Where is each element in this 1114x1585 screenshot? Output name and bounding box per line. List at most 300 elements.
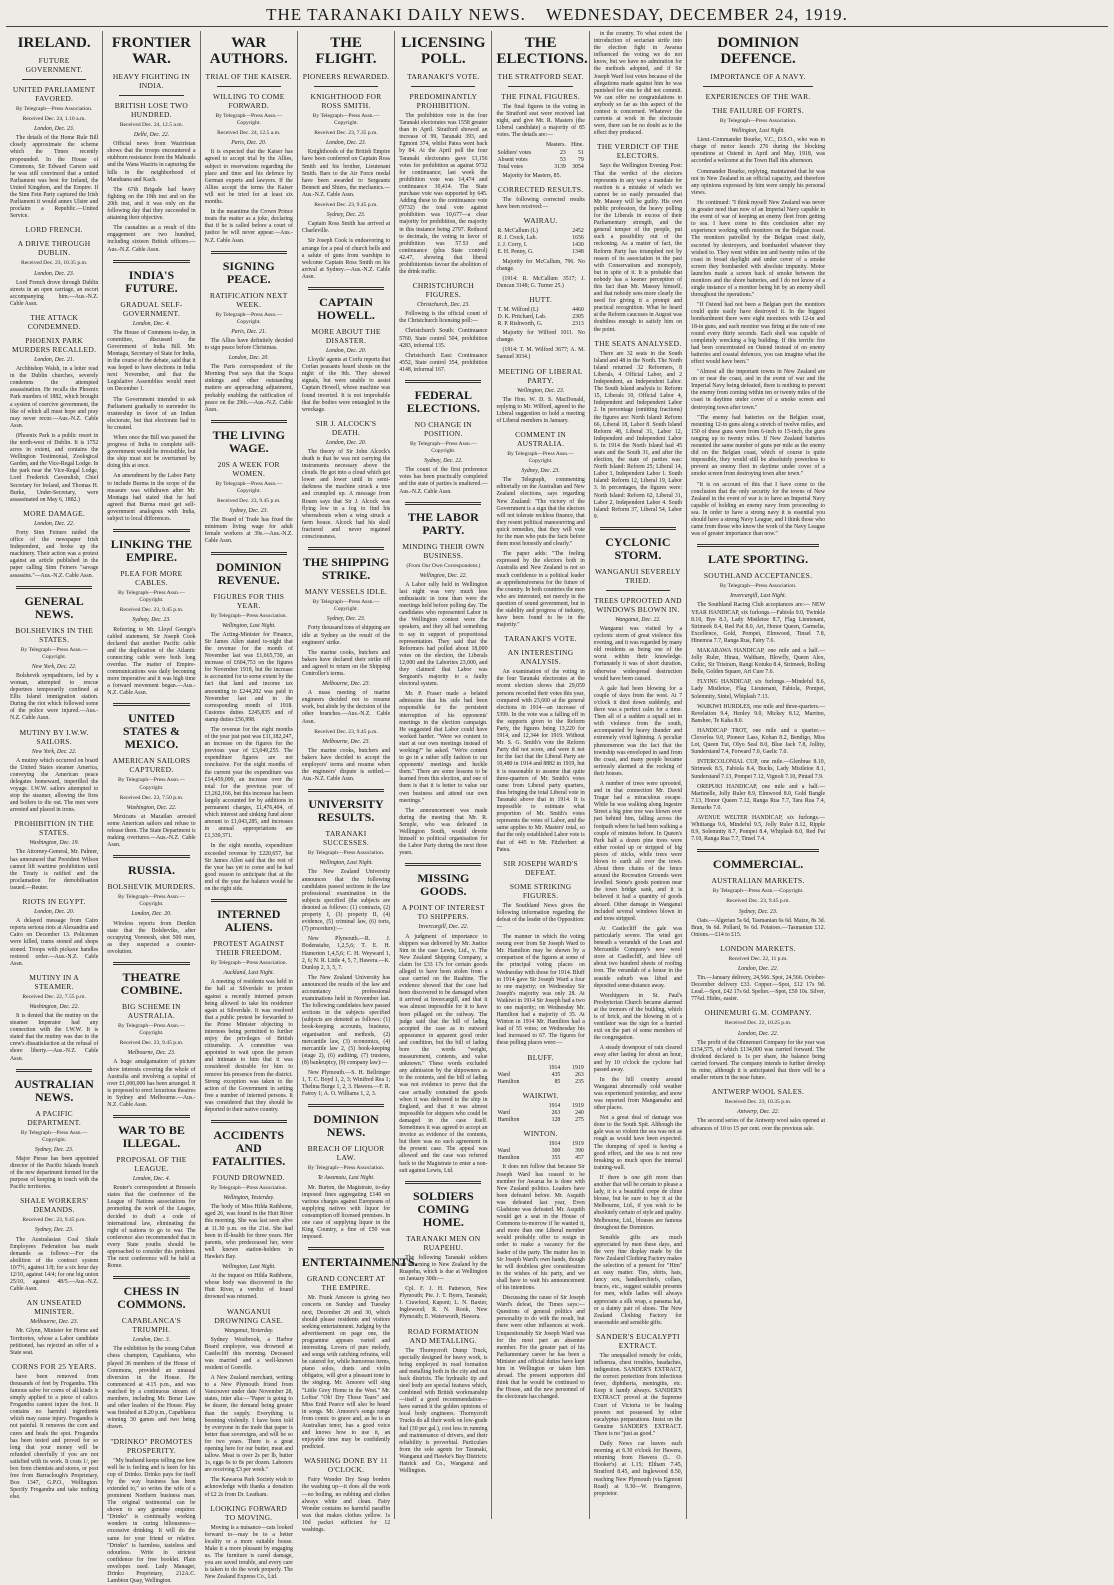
- column-war-authors: [201, 31, 298, 1519]
- wire-credit: Received Dec. 24, 12.5 a.m.: [107, 122, 195, 129]
- subheading: LORD FRENCH.: [10, 225, 98, 234]
- article-paragraph: Mexicans at Mazatlan arrested some American sailors and refuse to release them. The State Department is making overtures.—Aus.-N.Z. Cable Assn.: [107, 814, 195, 849]
- wire-credit: Received Dec. 22, 11 p.m.: [691, 956, 825, 963]
- article-paragraph: Majority for Wilford 1011. No change.: [496, 330, 584, 344]
- subheading: MANY VESSELS IDLE.: [302, 587, 390, 596]
- article-paragraph: It does not follow that because Sir Joseph Ward has ceased to be member for Awarua he is done with New Zealand politics. Leaders have been defeated before. Mr. Asquith was defeated last year, Even Gladstone was defeated. Mr. Asquith would get a seat in the House of Commons to-morrow if he wanted it, and more than one Liberal member would probably offer to resign in order to make a vacancy for the leader of the party. The matter lies in Sir Joseph Ward's own hands, though he will doubtless give consideration to the wishes of his party, and we shall have to wait his announcement of his intentions.: [496, 1164, 584, 1292]
- article-paragraph: Wireless reports from Denikin state that the Bolsheviks, after occupying Voronesh, shot 500 men, as they suspected a counter-revolution.: [107, 921, 195, 956]
- results-table-header: [496, 1103, 537, 1110]
- subheading: FUTURE GOVERNMENT.: [10, 56, 98, 74]
- article-paragraph: Bolshevik sympathisers, led by a woman, attempted to rescue deportees temporarily confined at Ellis Island immigration station. During the riot which followed some of the police were injured.—Aus.-N.Z. Cable Assn.: [10, 673, 98, 723]
- article-paragraph: If there is one gift more than another that will be certain to please a lady, it is a beautiful crepe de chine blouse, but be sure to buy it at the Melbourne, Ltd., if you wish to be absolutely certain of style and quality. Melbourne, Ltd., blouses are famous throughout the Dominion.: [594, 1175, 682, 1232]
- article-paragraph: Lloyds' agents at Corfu reports that Corfan peasants heard shouts on the night of the 9th. They showed signals, but were unable to assist Captain Howell, whose machine was found inverted. It is not improbable that the bodies were entangled in the wreckage.: [302, 357, 390, 414]
- masthead-title: THE TARANAKI DAILY NEWS.: [266, 4, 526, 26]
- dateline: Auckland, Last Night.: [205, 970, 293, 977]
- column-rule: [606, 590, 670, 591]
- article-paragraph: It is expected that the Kaiser has agreed to accept trial by the Allies, subject to reservations regarding the place and time and his defence by German experts and lawyers. If the Allies accept the terms the Kaiser will not be tried for at least six months.: [205, 149, 293, 206]
- dateline: Wanganui, Dec. 22.: [594, 617, 682, 624]
- subheading: RATIFICATION NEXT WEEK.: [205, 291, 293, 309]
- wire-credit: Received Dec. 24, 1.10 a.m.: [10, 116, 98, 123]
- dateline: London, Dec. 23.: [10, 271, 98, 278]
- subheading: TARANAKI'S VOTE.: [496, 634, 584, 643]
- article-paragraph: Discussing the cause of Sir Joseph Ward's defeat, the Times says:—Questions of general politics and personality to do with the result, but there were other influences at work. Unquestionably Sir Joseph Ward was for the most part an absentee member. For the greater part of his Parliamentary career he has been a Minister and official duties have kept him in Wellington or taken him abroad. The present supporters did think that he would be continued to the House, and the new personnel of the electorate has changed.: [496, 1295, 584, 1401]
- article-paragraph: The second series of the Antwerp wool sales opened at advances of 10 to 15 per cent. over the previous sale.: [691, 1118, 825, 1132]
- subheading: THE STRATFORD SEAT.: [496, 72, 584, 81]
- wire-credit: Received Dec. 23, 9.45 p.m.: [107, 1040, 195, 1047]
- section-headline: WAR TO BE ILLEGAL.: [107, 1124, 195, 1150]
- article-paragraph: At Castlecliff the gale was particularly severe. The wind got beneath a verandah of the Loan and Mercantile Company's new wool store at Castlecliff, and blew off about two hundred sheets of roofing iron. The verandah of a house in the seaside suburb was lifted and deposited some distance away.: [594, 926, 682, 990]
- article-paragraph: FLYING HANDICAP, six furlongs.—Mindeful 8.6, Lady Mistletoe, Flag Lieutenant, Fabiola, Pompei, Solemnity, Sintel, Whiplash 7.13.: [691, 679, 825, 700]
- subheading: GRADUAL SELF-GOVERNMENT.: [107, 300, 195, 318]
- dateline: Antwerp, Dec. 22.: [691, 1109, 825, 1116]
- dateline: Sydney, Dec. 23.: [107, 617, 195, 624]
- results-table: [496, 307, 584, 328]
- results-table-cell: 79: [567, 157, 585, 164]
- results-table-header: [496, 1065, 537, 1072]
- section-headline: UNIVERSITY RESULTS.: [302, 798, 390, 824]
- dateline: Wellington, Dec. 22.: [399, 573, 487, 580]
- section-headline: SIGNING PEACE.: [205, 260, 293, 286]
- results-table-cell: Hamilton: [496, 1079, 537, 1086]
- wire-credit: By Telegraph—Press Association.: [691, 118, 825, 125]
- results-table-cell: 3139: [540, 164, 567, 171]
- column-headline: WAR AUTHORS.: [205, 35, 293, 67]
- subheading: THE VERDICT OF THE ELECTORS.: [594, 142, 682, 160]
- article-paragraph: Tin.—January delivery, 24,566. Spot, 24,566. October-December delivery £33. Copper.—Spot, £12 17s 9d. Lead.—Spot, £42 17s 6d. Spelter.—Spot, £59 10s. Silver, 77¾d. Hides, easier.: [691, 975, 825, 1003]
- subheading: TREES UPROOTED AND WINDOWS BLOWN IN.: [594, 596, 682, 614]
- wire-credit: By Telegraph—Press Assn.—Copyright.: [107, 590, 195, 604]
- results-table-cell: 263: [538, 1110, 561, 1117]
- section-divider: [113, 529, 189, 532]
- article-paragraph: In the hill country around Wanganui abnormally cold weather was experienced yesterday, and snow was reported from Mangamahu and other places.: [594, 1077, 682, 1112]
- results-table-cell: 235: [561, 1079, 585, 1086]
- column-rule: [411, 86, 475, 87]
- wire-credit: Received Dec. 23, 9.45 p.m.: [205, 498, 293, 505]
- article-paragraph: Knighthoods of the British Empire have been conferred on Captain Ross Smith and his brother, Lieutenant Smith. Bars to the Air Force medal have been awarded to Sergeants Bennett and Shiers, the mechanics.—Aus.-N.Z. Cable Assn.: [302, 149, 390, 199]
- article-paragraph: The House of Commons to-day, in committee, discussed the Government of India Bill. Mr. Montagu, Secretary of State for India, in the course of the debate, said that it was hoped to have elections in India next November, and that the Legislative Assemblies would meet on December 1.: [107, 330, 195, 394]
- subheading: KNIGHTHOOD FOR ROSS SMITH.: [302, 92, 390, 110]
- section-divider: [405, 502, 481, 505]
- subheading: A POINT OF INTEREST TO SHIPPERS.: [399, 903, 487, 921]
- column-elections: [492, 31, 589, 1519]
- article-paragraph: The Kawaroa Park Society wish to acknowledge with thanks a donation of £2 2s from Dr. Leatham.: [205, 1477, 293, 1498]
- section-divider: [308, 1247, 384, 1250]
- subheading: WASHING DONE BY 11 O'CLOCK.: [302, 1456, 390, 1474]
- wire-credit: By Telegraph—Press Association.: [205, 613, 293, 620]
- article-paragraph: The Southland Racing Club acceptances are:— NEW YEAR HANDICAP, six furlongs.—Fabiola 9.0, Twinkle 8.10, Bye 8.3, Lady Mistletoe 8.7, Flag Lieutenant, Sirimeek 8.4, Red Pat 8.0, Art, Honor Queen, Carmelia, Excellence, Gold, Pompei, Elmwood, Tinsel 7.8, Hinemoa 7.7, Ranga Rua, Fairy 7.6.: [691, 602, 825, 645]
- dateline: Melbourne, Dec. 23.: [302, 739, 390, 746]
- article-paragraph: The exhibition by the young Cuban chess champion, Capablanca, who played 36 members of the House of Commons, provided an unusual diversion in the House. He commenced at 4.15 p.m., and was watched by a continuous stream of members, including Mr. Bonar Law and other leaders of the House. Play was finished at 8.20 p.m., Capablanca winning 30 games and two being drawn.: [107, 1346, 195, 1431]
- article-paragraph: A meeting of residents was held in the hall at Silverdale to protest against a recently interned person being allowed to take his residence again at Silverdale. It was resolved that a public protest be forwarded to the Prime Minister objecting to internees being permitted to further enjoy the privileges of British citizenship. A committee was appointed to wait upon the person and intimate to him that it was considered desirable for him to remove his presence from the district. Strong exception was taken to the action of the Government in setting free a number of interned persons. It was considered that they should be deported to their native country.: [205, 979, 293, 1114]
- article-paragraph: When once the Bill was passed the progress of India to complete self-government would be irresistible, but the ship must not be overturned by doing this at once.: [107, 435, 195, 470]
- article-paragraph: A gale had been blowing for a couple of days from the west. At 7 o'clock it died down suddenly, and there was a perfect calm for a time. Then all of a sudden a squall set in with violence from the south, accompanied by heavy thunder and extremely vivid lightning. A peculiar phenomenon was the fact that the township was enveloped in sand from the coast, and many people became seriously alarmed at the rocking of their houses.: [594, 686, 682, 778]
- column-continuation: [590, 31, 687, 1519]
- section-divider: [308, 287, 384, 290]
- dateline: Sydney, Dec. 23.: [10, 1147, 98, 1154]
- column-headline: LICENSING POLL.: [399, 35, 487, 67]
- wire-credit: By Telegraph—Press Assn.—Copyright.: [205, 312, 293, 326]
- article-paragraph: Fairy Wonder Dry Soap borders the washing up—it does all the work—no boiling, no rubbing and clothes always white and clean. Fairy Wonder contains no harmful paraffin wax that makes clothes yellow. 1s 10d packet sufficient for 12 washings.: [302, 1477, 390, 1534]
- results-table-cell: R. P. Rishworth, G.: [496, 321, 566, 328]
- dateline: Delhi, Dec. 22.: [107, 132, 195, 139]
- article-paragraph: OREPUKI HANDICAP, one mile and a half.—Martinelle, Jolly Ruler 8.9, Elmwood 8.0, Gold Bangle 7.13, Honor Queen 7.12, Ranga Rua 7.7, Tara Rua 7.4, Remarks 7.0.: [691, 784, 825, 812]
- results-table-cell: Ward: [496, 1110, 537, 1117]
- dateline: London, Dec. 20.: [10, 909, 98, 916]
- subheading: BLUFF.: [496, 1053, 584, 1062]
- subheading: PLEA FOR MORE CABLES.: [107, 569, 195, 587]
- dateline: London, Dec. 22.: [10, 521, 98, 528]
- article-paragraph: Official news from Waziristan shows that the troops encountered a stubborn resistance from the Mahsuds and the Wana Waziris in capturing the hills in the neighborhood of Manduana and Kach.: [107, 141, 195, 184]
- article-paragraph: A Labor rally held in Wellington last night was very much less enthusiastic in tone than were the meetings held before polling day. The candidates who represented Labor in the Wellington contest were the speakers, and they all had something to say in support of proportional representation. They said that the Reformers had polled about 18,000 votes on the election, the Liberals 12,000 and the Laborites 23,000, and they claimed that Labor was Sergeant's majority to a faulty electoral system.: [399, 582, 487, 688]
- article-paragraph: It is denied that the mutiny on the steamer Imperator had any connection with the I.W.W. It is stated that the mutiny was due to the crew's dissatisfaction at the refusal of shore liberty.—Aus.-N.Z. Cable Assn.: [10, 1013, 98, 1063]
- subheading: THE FAILURE OF FORTS.: [691, 106, 825, 115]
- subheading: GRAND CONCERT AT THE EMPIRE.: [302, 1274, 390, 1292]
- article-paragraph: A New Zealand merchant, writing to a New Plymouth friend from Vancouver under date November 28, states, inter alia:—"Paper is going to be dearer, the demand being greater than the supply. Everything is booming violently. I have been told by everyone in the trade that paper is better than sovereigns, and will be so for two years. There is a great opening here for our butter, meat and tallow. Meat is over 2s per lb, butter 1s, eggs 6s to 8s per dozen. Laborers are receiving £3 per week.": [205, 1375, 293, 1474]
- subheading: WINTON.: [496, 1129, 584, 1138]
- article-paragraph: Forty thousand tons of shipping are idle at Sydney as the result of the engineers' strike.: [302, 625, 390, 646]
- article-paragraph: He continued: "I think myself New Zealand was never in greater need than now of an Imperial Navy capable in the event of war of keeping an enemy fleet from getting to sea. I have come to this conclusion after my experience working with monitors on the Belgian coast. The monitors patrolled by the Belgian coast daily, escorted by destroyers, and bombarded whatever they wished to. They went within ten and twenty miles of the coast in broad daylight and under cover of a smoke screen they bombarded with absolute impunity. Motor launches made a screen back of smoke between the monitors and the shore batteries, and I do not know of a single instance of a monitor being hit by an enemy shell throughout the operations.": [691, 200, 825, 299]
- dateline: Washington, Dec. 22.: [107, 805, 195, 812]
- article-paragraph: Moving is a nuisance—cats looked forward to—may be to a better locality or a more suitable house. Make it a more pleasant by engaging us. The furniture is cared damage, you are saved trouble, and every care is taken to do the work properly. The New Zealand Express Co., Ltd.: [205, 1525, 293, 1582]
- article-paragraph: Forty Sinn Feiners raided the office of the newspaper Irish Independent, and broke up the machinery. Their action was a protest against an article published in the paper calling Sinn Feiners "savage assassins."—Aus.-N.Z. Cable Assn.: [10, 530, 98, 580]
- article-paragraph: WAIKIWI HURDLES, one mile and three-quarters.—Revelation 9.4, Henley 9.0, Mickey 8.12, Marrino, Banshee, Te Kaha 8.0.: [691, 704, 825, 725]
- results-table-cell: 457: [561, 1155, 585, 1162]
- article-paragraph: The 67th Brigade had heavy fighting on the 19th inst and on the 20th inst, and it was only on the following day that they succeeded in attaining their objective.: [107, 187, 195, 222]
- section-divider: [113, 703, 189, 706]
- article-paragraph: Following is the official count of the Christchurch licensing poll:—: [399, 311, 487, 325]
- article-paragraph: An examination of the voting in the four Taranaki electorates at the recent election shows that 29,059 persons recorded their votes this year, compared with 23,660 at the general elections in 1914—an increase of 5399. In the vote was a falling off in the supports given to the Reform Party, the figures being 13,220 for 1914, and 12,344 for 1919. Without Mr. S. G. Smith's vote the Reform Party did not score, and were it not for the fact that the Liberal Party ate 10,480 in 1914 and 8882 in 1919, but it is reasonable to assume that quite three-quarters of Mr. Smith's votes came from Liberal party quarters, thus bringing the total Liberal vote in Taranaki above that in 1914. It is impossible to estimate what proportion of Mr. Smith's votes represents the votes of Labor, and the same applies to Mr. Masters' total, so that the only established Labor vote is that of 445 to Mr. Fitzherbert at Patea.: [496, 669, 584, 853]
- dateline: Wanganui, Yesterday.: [205, 1328, 293, 1335]
- article-paragraph: Lieut.-Commander Bourke, V.C., D.S.O., who was in charge of motor launch 276 during the blocking operations at Ostend in April and May, 1918, was accorded a welcome at the Town Hall this afternoon.: [691, 137, 825, 165]
- results-table-cell: Hamilton: [496, 1155, 537, 1162]
- results-table-row: [496, 157, 584, 164]
- section-headline: RUSSIA.: [107, 864, 195, 877]
- subheading: RIOTS IN EGYPT.: [10, 897, 98, 906]
- dateline: Melbourne, Dec. 23.: [302, 681, 390, 688]
- article-paragraph: MAKARAWA HANDICAP, one mile and a half.—Jolly Ruler, Hinau, Waltham, Blowfly, Queen Alex, Celtic, Sir Tristram, Rangi Kotuku 8.4, Sirimeek, Rolling Belle, Golden Square, Art Cure 7.6.: [691, 648, 825, 676]
- subheading: AUSTRALIAN MARKETS.: [691, 876, 825, 885]
- wire-credit: Received Dec. 23, 9.45 p.m.: [691, 898, 825, 905]
- subheading: "DRINKO" PROMOTES PROSPERITY.: [107, 1437, 195, 1455]
- dateline: Invercargill, Dec. 22.: [399, 924, 487, 931]
- article-paragraph: The paper adds: "The feeling expressed by the electors both in Australia and New Zealand is not so much confidence in a political leader as apprehensiveness for the future of the country. In both countries the men who are interested, not merely in the question of sound government, but in the stability and progress of industry, have been found to be in the majority.": [496, 551, 584, 629]
- subheading: TRIAL OF THE KAISER.: [205, 72, 293, 81]
- subheading: ANTWERP WOOL SALES.: [691, 1087, 825, 1096]
- article-paragraph: Says the Wellington Evening Post: That the verdict of the electors represents in any way a mandate for reaction is a mistake of which we cannot be so easily persuaded that Mr. Massey will be guilty. His own public profession, the heavy polling for the Liberals in excess of their Parliamentary strength, and the general temper of the people, put such a possibility out of the reckoning. As a matter of fact, the Reform Party has triumphed not by reason of its association in the past with Conservatism and monopoly, but in spite of it. It is probable that nobody has a keener perception of this fact than Mr. Massey himself, and that nobody sees more clearly the need for giving it a prompt and practical recognition. What he heard at the Reform caucuses in August was doubtless enough to satisfy him on the point.: [594, 163, 682, 333]
- column-rule: [703, 86, 813, 87]
- column-the-flight: [298, 31, 395, 1519]
- article-paragraph: Worshippers in St. Paul's Presbyterian Church became alarmed at the tremors of the building, which is of brick, and the blowing in of a ventilator was the sign for a hurried exit on the part of some members of the congregation.: [594, 993, 682, 1043]
- subheading: PROHIBITION IN THE STATES.: [10, 819, 98, 837]
- subheading: TARANAKI'S VOTE.: [399, 72, 487, 81]
- results-table-header: 1919: [561, 1103, 585, 1110]
- section-headline: SOLDIERS COMING HOME.: [399, 1190, 487, 1229]
- column-ireland: [6, 31, 103, 1519]
- wire-credit: By Telegraph—Press Assn.—Copyright.: [302, 599, 390, 613]
- results-table-cell: Total votes: [496, 164, 540, 171]
- article-paragraph: The Attorney-General, Mr. Palmer, has announced that President Wilson cannot lift wartime prohibition until the Treaty is ratified and the proclamation for demobilisation issued.—Reuter.: [10, 849, 98, 892]
- article-paragraph: The New Zealand University announces that the following candidates passed sections in the law professional examination in the subjects specified (the subjects are denoted as follows: (1) contracts, (2) property I, (3) property II, (4) evidence, (5) criminal law, (6) torts, (7) procedure):—: [302, 869, 390, 933]
- subheading: WANGANUI DROWNING CASE.: [205, 1307, 293, 1325]
- results-table-cell: R. J. Crock, Lab.: [496, 235, 563, 242]
- subheading: THE ATTACK CONDEMNED.: [10, 313, 98, 331]
- article-paragraph: The marine cooks, butchers and bakers have declared their strike off and agreed to return on the Shipping Controller's terms.: [302, 650, 390, 678]
- results-table-cell: 2305: [566, 314, 585, 321]
- wire-credit: By Telegraph—Press Assn.—Copyright.: [107, 894, 195, 908]
- results-table: [496, 1065, 584, 1086]
- article-paragraph: A mass meeting of marine engineers decided not to resume work, but abide by the decision of the other branches.—Aus.-N.Z. Cable Assn.: [302, 690, 390, 725]
- results-table-cell: 1348: [563, 249, 584, 256]
- results-table-cell: Absent votes: [496, 157, 540, 164]
- subheading: TARANAKI MEN ON RUAPEHU.: [399, 1234, 487, 1252]
- subheading: BREACH OF LIQUOR LAW.: [302, 1144, 390, 1162]
- results-table-cell: 23: [540, 150, 567, 157]
- article-paragraph: A steady downpour of rain cleared away after lasting for about an hour, and by 10 o'clock the cyclone had passed away.: [594, 1045, 682, 1073]
- results-table-cell: 2452: [563, 228, 584, 235]
- subheading: PIONEERS REWARDED.: [302, 72, 390, 81]
- dateline: Te Awamutu, Last Night.: [302, 1175, 390, 1182]
- dateline: Sydney, Dec. 23.: [205, 508, 293, 515]
- article-paragraph: (Phoenix Park is a public resort in the north-west of Dublin. It is 1752 acres in extent, and contains the Wellington Testimonial, Zoological Garden, and the Vice-Regal Lodge. In the park near the Vice-Regal Lodge, Lord Frederick Cavendish, Chief Secretary for Ireland, and Thomas H. Burke, Under-Secretary, were assassinated on May 6, 1882.): [10, 433, 98, 504]
- results-table-cell: 390: [561, 1148, 585, 1155]
- dateline: London, Dec. 21.: [10, 357, 98, 364]
- subheading: IMPORTANCE OF A NAVY.: [691, 72, 825, 81]
- results-table-row: [496, 307, 584, 314]
- dateline: London, Dec. 20.: [302, 440, 390, 447]
- subheading: ROAD FORMATION AND METALLING.: [399, 1327, 487, 1345]
- section-headline: ACCIDENTS AND FATALITIES.: [205, 1129, 293, 1168]
- section-divider: [697, 544, 819, 547]
- wire-credit: By Telegraph—Press Assn.—Copyright.: [107, 777, 195, 791]
- dateline: Sydney, Dec. 23.: [496, 468, 584, 475]
- article-paragraph: The manner in which the voting swung over from Sir Joseph Ward to Mr. Hamilton may be shown by a comparison of the figures at some of the principal voting places on Wednesday with those for 1914. Bluff in 1914 gave Sir Joseph Ward a four to one majority; on Wednesday Sir Joseph's majority was only 28. At Waikiwi in 1914 Sir Joseph had a two to one majority; on Wednesday Mr. Hamilton had a majority of 35. At Winton in 1914 Mr. Hamilton had a lead of 55 votes; on Wednesday his lead increased to 67. The figures for these polling places were:—: [496, 934, 584, 1048]
- section-headline: DOMINION REVENUE.: [205, 561, 293, 587]
- section-divider: [211, 251, 287, 254]
- column-rule: [22, 79, 86, 80]
- article-paragraph: Christchurch East: Continuance 4552, State control 354, prohibition 4148, informal 167.: [399, 353, 487, 374]
- results-table-cell: E. H. Penny, G.: [496, 249, 563, 256]
- subheading: CORRECTED RESULTS.: [496, 185, 584, 194]
- article-paragraph: (1914: R. McCallum 3517; J. Duncan 3148; G. Turner 25.): [496, 276, 584, 290]
- column-frontier-war: [103, 31, 200, 1519]
- article-paragraph: "Almost all the important towns in New Zealand are on or near the coast, and in the event of war and the Imperial Navy being defeated, there is nothing to prevent the enemy from coming within ten or twenty miles of the coast in daytime under cover of a smoke screen and destroying town after town.": [691, 369, 825, 412]
- column-rule: [217, 86, 281, 87]
- column-headline: THE ELECTIONS.: [496, 35, 584, 67]
- section-divider: [211, 552, 287, 555]
- article-paragraph: A number of trees were uprooted, and in that connection Mr. David Tragar had a miraculous escape. While he was walking along Ingestre Street a big pine tree was blown over just behind him, falling across the footpath where he had been walking a couple of minutes before. In Queen's Park half a dozen pine trees were either rooted up or stripped of big pieces of sticks, while trees were blown to earth all over the town. About three chains of the fence around the Recreation Grounds were levelled. Some's goods pontoon near the town bridge sank, and it is believed it had a quantity of goods aboard. Other damage in Wanganui included several windows blown in and trees stripped.: [594, 781, 682, 923]
- article-paragraph: Captain Ross Smith has arrived at Charleville.: [302, 221, 390, 235]
- subheading: FIGURES FOR THIS YEAR.: [205, 592, 293, 610]
- results-table-row: [496, 1155, 584, 1162]
- results-table-row: [496, 1079, 584, 1086]
- section-divider: [405, 1181, 481, 1184]
- article-paragraph: The count of the first preference votes has been practically completed and the state of parties is unaltered.—Aus.-N.Z. Cable Assn.: [399, 467, 487, 495]
- section-divider: [308, 1104, 384, 1107]
- dateline: London, Dec. 23.: [10, 126, 98, 133]
- section-divider: [113, 260, 189, 263]
- subheading: WAIRAU.: [496, 216, 584, 225]
- results-table-cell: J. J. Corry, I.: [496, 242, 563, 249]
- subheading: PROPOSAL OF THE LEAGUE.: [107, 1155, 195, 1173]
- dateline: London, Dec. 23.: [302, 140, 390, 147]
- results-table-header: Hine.: [567, 142, 585, 149]
- dateline: Sydney, Dec. 22.: [399, 458, 487, 465]
- wire-credit: Received Dec. 22, 10.25 p.m.: [691, 1020, 825, 1027]
- section-headline: THE LABOR PARTY.: [399, 511, 487, 537]
- section-headline: LATE SPORTING.: [691, 553, 825, 566]
- section-headline: CAPTAIN HOWELL.: [302, 296, 390, 322]
- dateline: Sydney, Dec. 23.: [10, 1227, 98, 1234]
- section-divider: [113, 1276, 189, 1279]
- subheading: FOUND DROWNED.: [205, 1173, 293, 1182]
- dateline: Sydney, Dec. 23.: [302, 212, 390, 219]
- article-paragraph: An amendment by the Labor Party to include Burma in the scope of the measure was withdrawn after Mr. Montagu had stated that he had agreed that Burma must get self-government analogous with India, subject to local differences.: [107, 473, 195, 523]
- article-paragraph: The Acting-Minister for Finance, Sir James Allen stated to-night that the revenue for the month of November last was £1,665,730, an increase of £604,753 on the figures for November 1918, but the increase is accounted for to some extent by the fact that land and income tax amounting to £244,202 was paid in November last and in the corresponding month of 1918. Customs duties £245,835 and of stamp duties £56,998.: [205, 632, 293, 724]
- wire-credit: By Telegraph—Press Assn.—Copyright.: [10, 647, 98, 661]
- subheading: LOOKING FORWARD TO MOVING.: [205, 1504, 293, 1522]
- results-table-row: [496, 242, 584, 249]
- dateline: Paris, Dec. 20.: [205, 140, 293, 147]
- article-paragraph: The profit of the Ohinemuri Company for the year was £154,575, of which £134,000 was carried forward. The dividend declared is 1s per share, the balance being carried forward. The company intends to further develop its mine, although it is anticipated that there will be a smaller return in the near future.: [691, 1040, 825, 1083]
- section-headline: GENERAL NEWS.: [10, 595, 98, 621]
- dateline: Wellington, Yesterday.: [205, 1195, 293, 1202]
- article-paragraph: The Paris correspondent of the Morning Post says that the Scapa sinkings and other outstanding matters are approaching adjustment, probably enabling the ratification of peace on the 29th.—Aus.-N.Z. Cable Assn.: [205, 364, 293, 414]
- results-table: [496, 1141, 584, 1162]
- results-table-header: 1919: [561, 1065, 585, 1072]
- article-paragraph: Commander Bourke, replying, maintained that he was not in New Zealand in an official capacity, and therefore any opinions expressed by him were simply his personal views.: [691, 169, 825, 197]
- article-paragraph: The body of Miss Hilda Rathbone, aged 26, was found in the Hutt River this morning. She was last seen alive at 11.30 p.m. on the 21st. She had been in ill-health for three years. Her parents, who predeceased her, were well known station-holders in Hawke's Bay.: [205, 1204, 293, 1261]
- wire-credit: Received Dec. 23, 7.50 p.m.: [107, 795, 195, 802]
- results-table-cell: 435: [538, 1072, 561, 1079]
- results-table-cell: D. K. Pritchard, Lab.: [496, 314, 566, 321]
- subheading: THE FINAL FIGURES.: [496, 92, 584, 101]
- section-headline: THE SHIPPING STRIKE.: [302, 556, 390, 582]
- subheading: MUTINY IN A STEAMER.: [10, 973, 98, 991]
- article-paragraph: Majority for Masters, 85.: [496, 173, 584, 180]
- article-paragraph: New Plymouth.—R. J. Bodenstabe, 1,2,5,6; T. E. H. Hamerton 1,4,5,6; C. H. Weyward 1, 2, 6; N. R. Little 4, 5, 7, Hawera.—K. Dunlop 2, 3, 5, 7.: [302, 936, 390, 971]
- wire-credit: By Telegraph—Press Assn.—Copyright.: [691, 888, 825, 895]
- wire-credit: Received Dec. 23, 10.35 p.m.: [691, 1099, 825, 1106]
- section-headline: THEATRE COMBINE.: [107, 971, 195, 997]
- masthead-date: WEDNESDAY, DECEMBER 24, 1919.: [546, 4, 848, 26]
- subheading: SANDER'S EUCALYPTI EXTRACT.: [594, 1332, 682, 1350]
- results-table-cell: 1430: [563, 242, 584, 249]
- dateline: Paris, Dec. 21.: [205, 329, 293, 336]
- section-headline: CHESS IN COMMONS.: [107, 1285, 195, 1311]
- wire-credit: By Telegraph—Press Assn.—Copyright.: [205, 113, 293, 127]
- dateline: Melbourne, Dec. 23.: [10, 1319, 98, 1326]
- article-paragraph: The marine cooks, butchers and bakers have decided to accept the employers' terms and resume when the engineers' dispute is settled.—Aus.-N.Z. Cable Assn.: [302, 748, 390, 783]
- article-paragraph: Mr. Glynn, Minister for Home and Territories, whose a Labor candidate petitioned, has rejected an offer of a State seat.: [10, 1328, 98, 1356]
- wire-credit: Received Dec. 22, 7.55 p.m.: [10, 994, 98, 1001]
- subheading: PROTEST AGAINST THEIR FREEDOM.: [205, 939, 293, 957]
- article-paragraph: The Thornycroft Dump Truck, specially designed for heavy work, is being employed in road formation and metalling both in the city and out back districts. The hydraulic tip and steel body are special features which, combined with British workmanship—itself a good recommendation—have earned it the golden opinions of local body engineers. Thornycroft Trucks do all their work on low-grade fuel (30 per gal.), cost less in running and maintenance of drivers, and their reliability is proverbial. Particulars from the sole agents for Taranaki, Wanganui and Hawke's Bay Districts: Hatrick and Co., Wanganui and Wellington.: [399, 1348, 487, 1476]
- article-paragraph: INTERCOLONIAL CUP, one mile.—Glenbrae 8.10, Sirimeek 8.5, Fabiola 8.4, Bucks, Lady Mistletoe 8.1, Sunderstand 7.13, Pompei 7.12, Vignoli 7.10, Pintail 7.9.: [691, 759, 825, 780]
- wire-credit: By Telegraph—Press Association.: [691, 583, 825, 590]
- article-paragraph: Majority for McCallum, 796. No change.: [496, 259, 584, 273]
- article-paragraph: Mr. Burton, the Magistrate, to-day imposed fines aggregating £140 on various charges against Europeans of supplying natives with liquor for consumption off licensed premises. In one case of supplying liquor in the King Country, a fine of £50 was imposed.: [302, 1185, 390, 1242]
- results-table-row: [496, 314, 584, 321]
- article-paragraph: The final figures in the voting in the Stratford seat were received last night, and give Mr. R. Masters (the Liberal candidate) a majority of 85 votes. The details are:—: [496, 104, 584, 139]
- subheading: HEAVY FIGHTING IN INDIA.: [107, 72, 195, 90]
- article-paragraph: The New Zealand University has announced the results of the law and accountancy professional examinations held in November last. The following candidates have passed sections in the subjects specified (subjects are denoted as follows: (1) book-keeping accounts, business, organisation and methods, (2) mercantile law, (3) economics, (4) mercantile law 2, (5) book-keeping (stage 2), (6) auditing, (7) trustees, (8) bankruptcy, (9) company law):—: [302, 975, 390, 1067]
- dateline: Wellington, Dec. 23.: [496, 388, 584, 395]
- wire-credit: Received Dec. 23, 9.45 p.m.: [302, 202, 390, 209]
- dateline: Sydney, Dec. 23.: [302, 616, 390, 623]
- section-headline: LINKING THE EMPIRE.: [107, 538, 195, 564]
- subheading: NO CHANGE IN POSITION.: [399, 420, 487, 438]
- subheading: WAIKIWI.: [496, 1091, 584, 1100]
- results-table-cell: 263: [561, 1072, 585, 1079]
- masthead: [6, 4, 1108, 27]
- article-paragraph: AVENUE WELTER HANDICAP, six furlongs.—Whitianga 9.6, Mindeful 9.5, Jolly Ruler 8.12, Ripple 8.9, Solemnity 8.7, Pompei 8.4, Whiplash 8.0, Red Pat 7.10, Ranga Rua 7.7, Tinsel 7.4.: [691, 815, 825, 843]
- wire-credit: By Telegraph—Press Assn.—Copyright.: [205, 481, 293, 495]
- wire-credit: Received Dec. 23, 10.35 p.m.: [10, 260, 98, 267]
- article-paragraph: In the eight months, expenditure exceeded revenue by £220,657, but Sir James Allen said that the rest of the year has yet to come and he had good reason to anticipate that at the end of the year the balance would be on the right side.: [205, 843, 293, 893]
- article-paragraph: Referring to Mr. Lloyd George's cabled statement, Sir Joseph Cook declared that another Pacific cable and the duplication of the Atlantic connecting cable were both long overdue. The matter of Empire-communications was daily becoming more imperative and it was high time a forward movement began.—Aus.-N.Z. Cable Assn.: [107, 627, 195, 698]
- section-headline: CYCLONIC STORM.: [594, 536, 682, 562]
- article-paragraph: The casualties as a result of this engagement are two hundred, including sixteen British officers.—Aus.-N.Z. Cable Assn.: [107, 225, 195, 253]
- article-paragraph: "It is on account of this that I have come to the conclusion that the only security for the towns of New Zealand in the event of war is to have an Imperial Navy capable of holding an enemy navy from proceeding to sea. In order to have a strong navy it is essential you should have a strong Navy League, and I think those who came from those who know the work of the Navy League was of greater importance than now.": [691, 482, 825, 539]
- results-table-row: [496, 164, 584, 171]
- dateline: New York, Dec. 22.: [10, 664, 98, 671]
- dateline: Wellington, Last Night.: [205, 1264, 293, 1271]
- article-paragraph: The unequalled remedy for colds, influenza, chest troubles, headaches, indigestion. SANDER'S EXTRACT, the correct protection from infectious fever, diphtheria, meningitis, etc. Keep it handy always. SANDER'S EXTRACT proved at the Supreme Court of Victoria to be healing powers not possessed by other eucalyptus preparations. Insist on the Genuine SANDER'S EXTRACT. There is no "just as good.": [594, 1353, 682, 1438]
- subheading: SOME STRIKING FIGURES.: [496, 882, 584, 900]
- subheading: SOUTHLAND ACCEPTANCES.: [691, 571, 825, 580]
- subheading: CORNS FOR 25 YEARS.: [10, 1362, 98, 1371]
- subheading: BOLSHEVIK MURDERS.: [107, 882, 195, 891]
- section-divider: [308, 789, 384, 792]
- article-paragraph: The Southland News gives the following information regarding the defeat of the leader of the Opposition:—: [496, 903, 584, 931]
- article-paragraph: The Australasian Coal Shale Employees Federation has made demands as follows:—For the abolition of the contract system 10/7½, against 1/8; for a six hour day 12/10, against 14/4; for one big union 25/10, against 48/5.—Aus.-N.Z. Cable Assn.: [10, 1237, 98, 1294]
- article-paragraph: The Telegraph, commenting editorially on the Australian and New Zealand elections, says regarding New Zealand: "The victory of the Government is a sign that the electors will not tolerate reckless finance, that they resent political manoeuvring and quick remedies, that they will vote for the man who puts the facts before them most honestly and clearly.": [496, 477, 584, 548]
- section-divider: [16, 1069, 92, 1072]
- article-paragraph: The details of the Home Rule Bill closely approximate the scheme which the Times recently propounded. In the House of Commons, Sir Edward Carson said he was still convinced that a united Parliament was best for Ireland, the United Kingdom, and the Empire. If the Sinn Fein Party captured the Irish Parliament it would annex Ulster and proclaim a Republic.—United Service.: [10, 135, 98, 220]
- results-table-cell: 3054: [567, 164, 585, 171]
- subheading: A DRIVE THROUGH DUBLIN.: [10, 239, 98, 257]
- article-paragraph: "My husband keeps telling me how well he is feeling and is keen for his cup of Drinko. Drinko pays for itself by the way business has been extended to," so writes the wife of a prominent Northern business man. The original testimonial can be shown to any genuine enquirer. "Drinko" is continually working wonders in curing biliousness—excessive drinking. It will do the same for your friend or relative. "Drinko" is harmless, tasteless and odourless. Write in strictest confidence for free booklet. Plain envelopes used. Lady Manager, Drinko Proprietary, 212A.C. Lambton Quay, Wellington.: [107, 1458, 195, 1585]
- subheading: MEETING OF LIBERAL PARTY.: [496, 367, 584, 385]
- subheading: CAPABLANCA'S TRIUMPH.: [107, 1316, 195, 1334]
- article-paragraph: The revenue for the eight months of the year just past was £11,182,247, an increase on the figures for the previous year of £3,049,255. The expenditure figures are not conclusive. For the eight months of the current year the expenditure was £14,459,099, an increase over the total for the previous year of £3,262,166, but this increase has been largely accounted for by additions in permanent charges, £1,476,404, of which interest and sinking fund alone amount to £1,043,285, and increases in annual appropriations are £1,339,371.: [205, 727, 293, 841]
- article-paragraph: (1914: T. M. Wilford 3677; A. M. Samuel 3034.): [496, 347, 584, 361]
- results-table-row: [496, 228, 584, 235]
- results-table: [496, 1103, 584, 1124]
- section-headline: MISSING GOODS.: [399, 872, 487, 898]
- subheading: WILLING TO COME FORWARD.: [205, 92, 293, 110]
- article-paragraph: The Hon. W. D. S. MacDonald, replying to Mr. Wilford, agreed to the Liberal suggestion to hold a meeting of Liberal members in January.: [496, 397, 584, 425]
- wire-credit: By Telegraph—Press Assn.—Copyright.: [302, 113, 390, 127]
- subheading: THE SEATS ANALYSED.: [594, 339, 682, 348]
- article-paragraph: Mr. Frank Amoore is giving two concerts on Sunday and Tuesday next, December 28 and 30, which should please residents and visitors seeking entertainment. Judging by the advertisement on page one, the programme appears varied and interesting. Lovers of pure melody, and songs with catching refrains, will be catered for, while humorous items, piano solos, duets and violin obligatos, will give a pleasant tone to the singing. Mr. Amoore will sing "Little Grey Home in the West." Mr. Loftus' "Oh! Dry Those Tears" and Miss Enid Pearce will also be heard in songs. Mr. Amoore's songs range from comic to grave and, as he is an Australian tenor, has a good voice and knows how to use it, an enjoyable time may be confidently predicted.: [302, 1295, 390, 1451]
- dateline: Wellington, Last Night.: [205, 623, 293, 630]
- wire-credit: By Telegraph—Press Assn.—Copyright.: [10, 1130, 98, 1144]
- section-divider: [697, 849, 819, 852]
- dateline: Washington, Dec. 22.: [10, 1004, 98, 1011]
- subheading: CHRISTCHURCH FIGURES.: [399, 281, 487, 299]
- dateline: London, Dec. 4.: [107, 1176, 195, 1183]
- article-paragraph: At the inquest on Hilda Rathbone, whose body was discovered in the Hutt River, a verdict of found drowned was returned.: [205, 1273, 293, 1301]
- wire-credit: By Telegraph—Press Association.: [205, 960, 293, 967]
- section-headline: INTERNED ALIENS.: [205, 908, 293, 934]
- wire-credit: By Telegraph—Press Association.: [10, 106, 98, 113]
- subheading: SIR J. ALCOCK'S DEATH.: [302, 419, 390, 437]
- article-paragraph: Daily News car leaves each morning at 6.30 o'clock for Hawera, returning from Hawera (L. O. Hooker's) at 1.15; Eltham 7.45, Stratford 8.45, and Inglewood 8.50, reaching New Plymouth (via Egmont Road) at 9.30—W. Bransgrove, proprietor.: [594, 1441, 682, 1498]
- results-table-header: [496, 1141, 537, 1148]
- results-table-cell: Hamilton: [496, 1117, 537, 1124]
- subheading: MORE ABOUT THE DISASTER.: [302, 327, 390, 345]
